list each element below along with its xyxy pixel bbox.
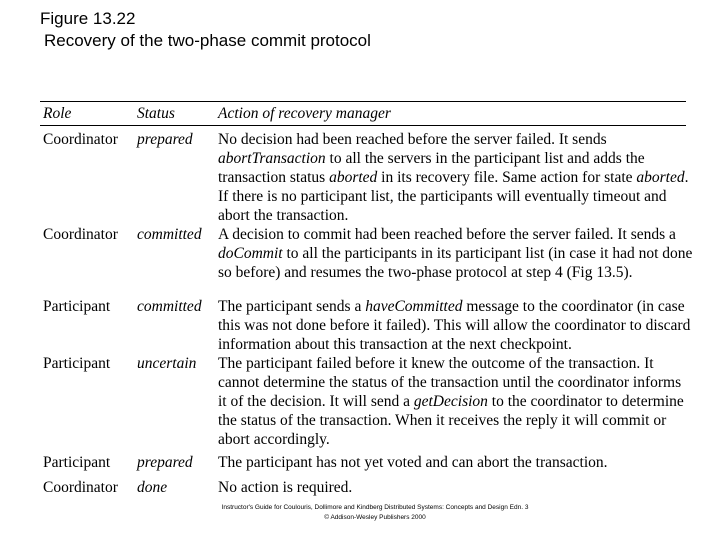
code-term: doCommit [218, 245, 283, 262]
row-status: committed [137, 226, 202, 243]
page-footer [150, 503, 600, 523]
row-role: Participant [43, 454, 111, 471]
row-status: prepared [137, 454, 193, 471]
row-action: The participant sends a haveCommitted message to the coordinator (in case this was not done before it failed). This will allow the coordinator to discard information about this transaction at the next checkpoint. [218, 298, 691, 353]
header-action: Action of recovery manager [218, 105, 391, 122]
code-term: haveCommitted [365, 298, 463, 315]
footer-copyright: © Addison-Wesley Publishers 2000 [324, 514, 426, 521]
footer-credit: Instructor's Guide for Coulouris, Dollimore and Kindberg Distributed Systems: Concepts and Design Edn. 3 [221, 504, 529, 511]
row-action: A decision to commit had been reached before the server failed. It sends a doCommit to all the participants in its participant list (in case it had not done so before) and resumes the two-phase protocol at step 4 (Fig 13.5). [218, 226, 693, 281]
header-role: Role [43, 105, 72, 122]
table-top-rule [40, 101, 686, 102]
row-role: Participant [43, 355, 111, 372]
row-status: done [137, 479, 168, 496]
row-action: No action is required. [218, 479, 353, 496]
row-action: The participant has not yet voted and can abort the transaction. [218, 454, 608, 471]
figure-number: Figure 13.22 [40, 9, 136, 28]
row-action: The participant failed before it knew the outcome of the transaction. It cannot determine the status of the transaction until the coordinator informs it of the decision. It will send a getDecision to the coordinator to determine the status of the transaction. When it receives the reply it will commit or abort accordingly. [218, 355, 684, 448]
row-role: Coordinator [43, 479, 118, 496]
code-term: aborted [329, 169, 378, 186]
header-status: Status [137, 105, 175, 122]
row-role: Coordinator [43, 131, 118, 148]
row-role: Coordinator [43, 226, 118, 243]
table-header-rule [40, 125, 686, 126]
row-status: prepared [137, 131, 193, 148]
figure-caption: Recovery of the two-phase commit protocol [44, 31, 371, 50]
row-status: committed [137, 298, 202, 315]
code-term: abortTransaction [218, 150, 326, 167]
figure-heading [40, 8, 371, 52]
row-status: uncertain [137, 355, 197, 372]
row-action: No decision had been reached before the server failed. It sends abortTransaction to all the servers in the participant list and adds the transaction status aborted in its recovery file. Same action for state aborted. If there is no participant list, the participants will eventually timeout and abort the transaction. [218, 131, 689, 224]
code-term: getDecision [413, 393, 488, 410]
row-role: Participant [43, 298, 111, 315]
code-term: aborted [636, 169, 685, 186]
